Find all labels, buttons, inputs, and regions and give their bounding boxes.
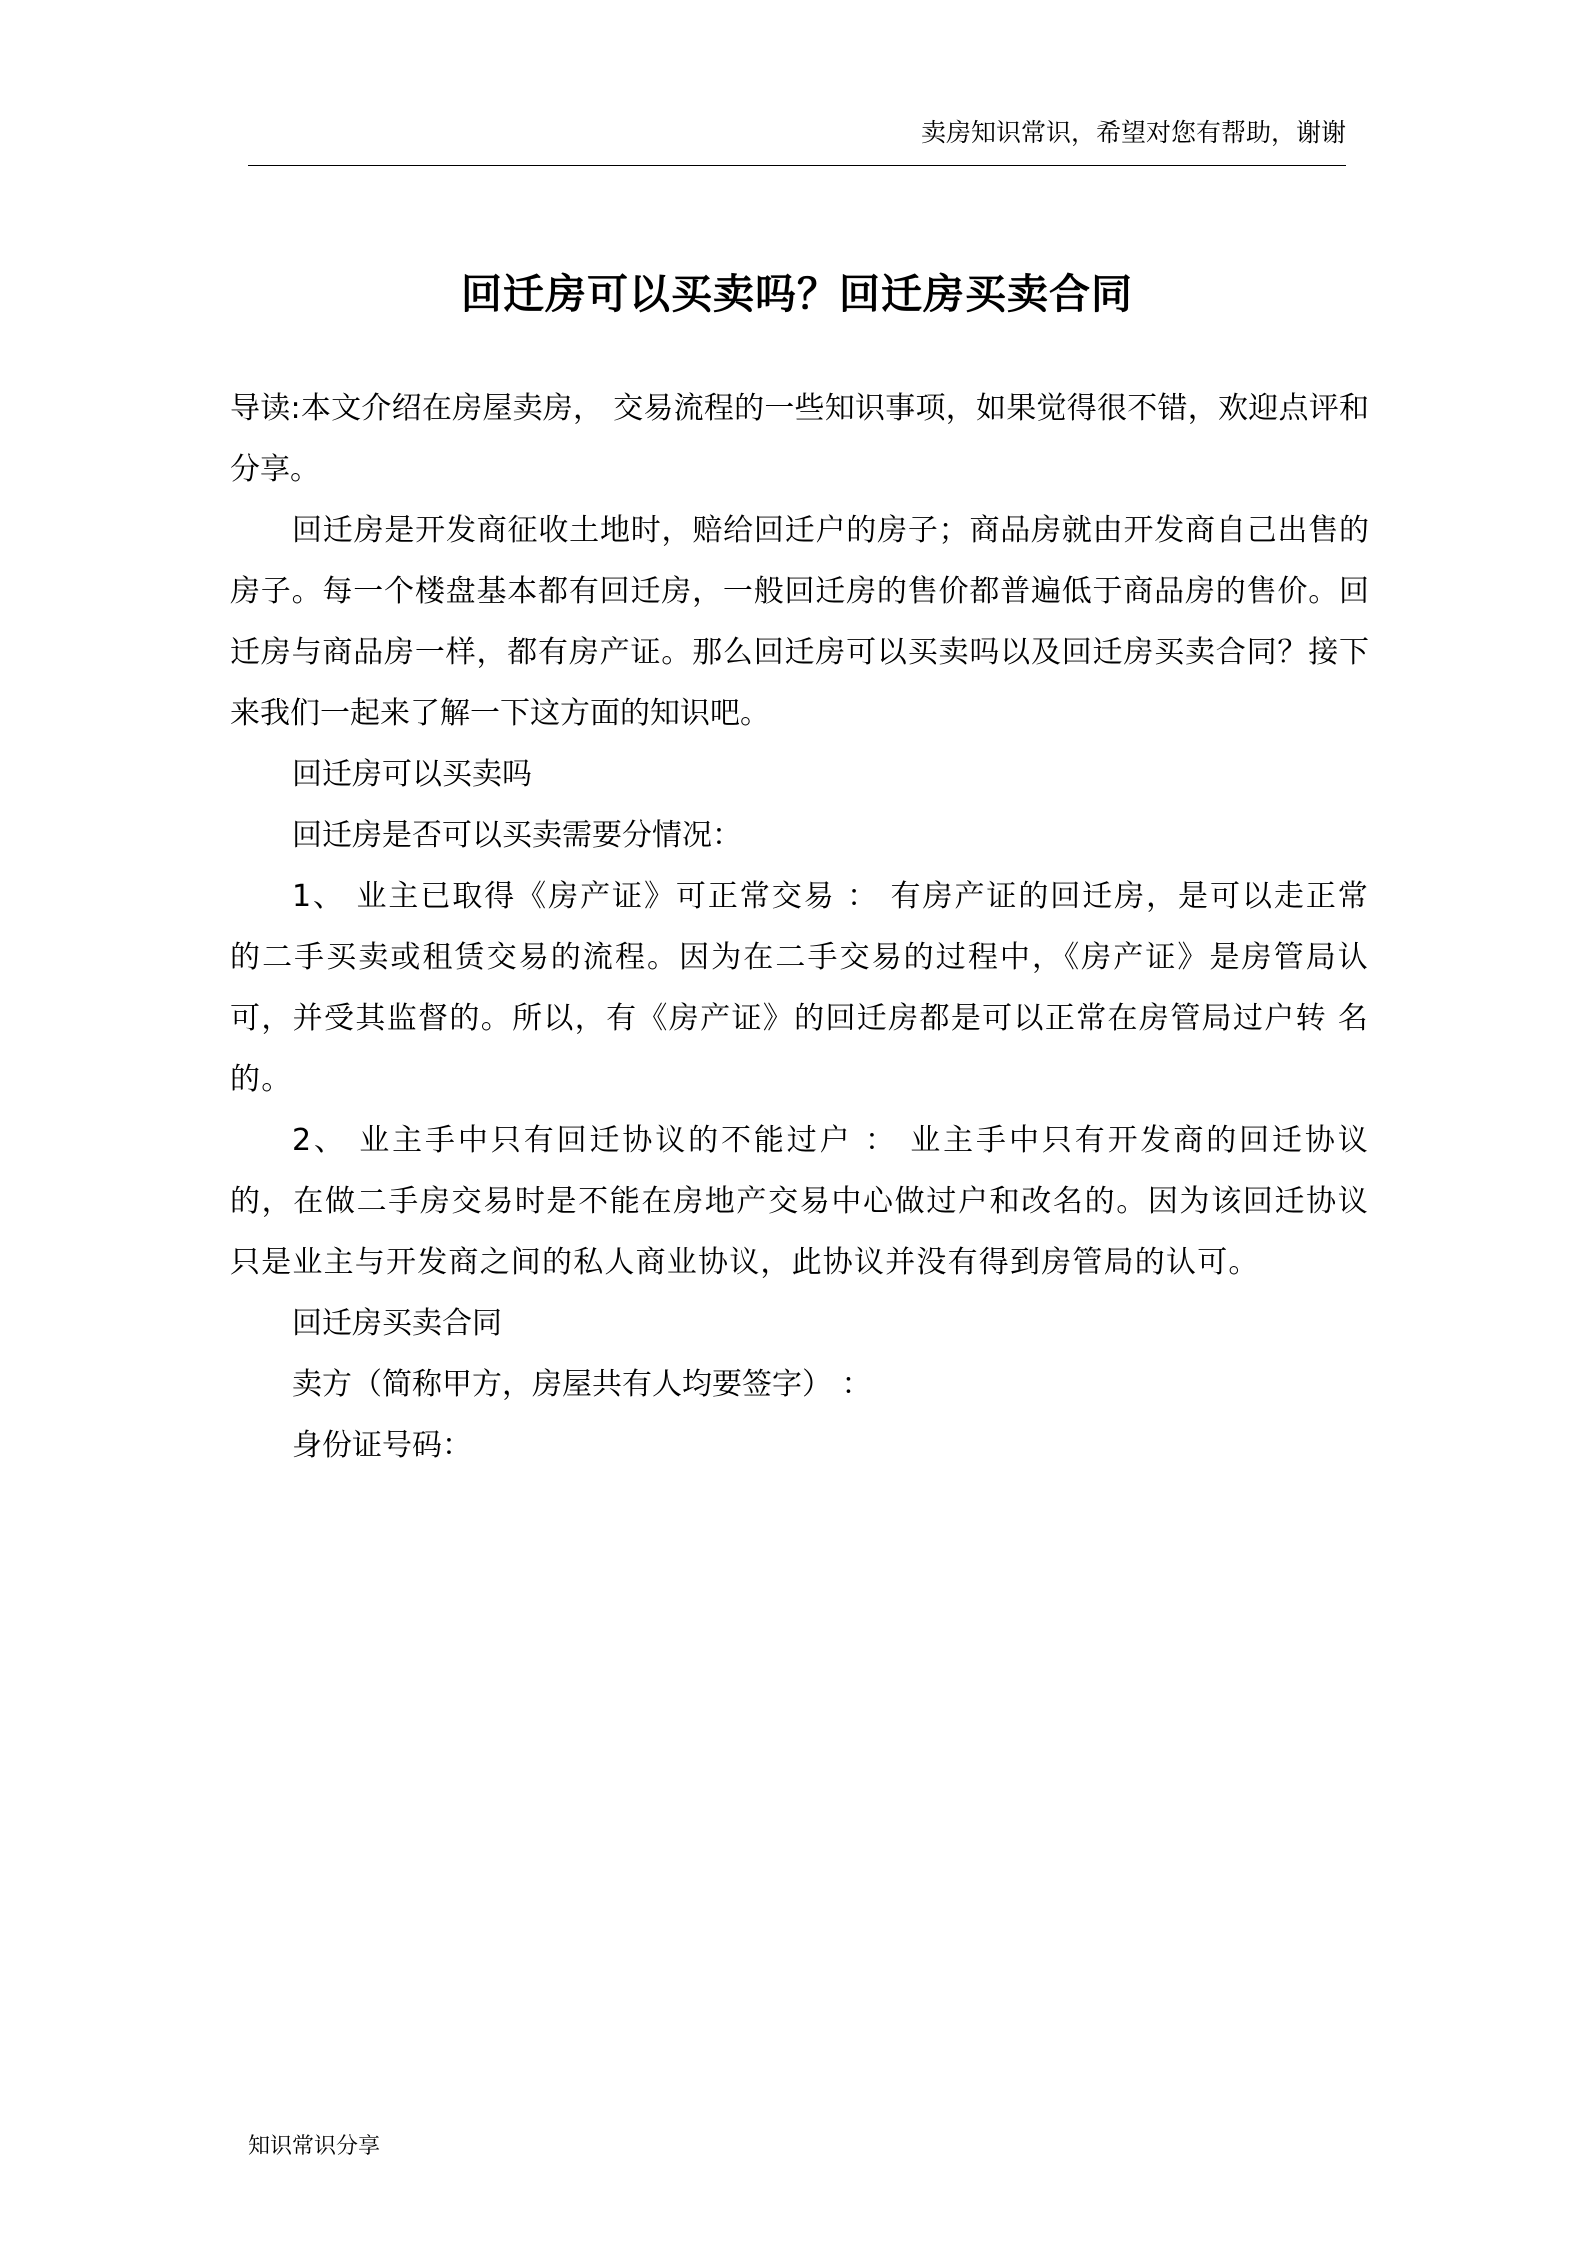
page-footer: 知识常识分享: [248, 2134, 381, 2159]
paragraph-intro: 导读:本文介绍在房屋卖房， 交易流程的一些知识事项，如果觉得很不错，欢迎点评和分享。: [230, 391, 1369, 487]
page-header-note: 卖房知识常识，希望对您有帮助，谢谢: [920, 118, 1346, 147]
paragraph-cases-lead: 回迁房是否可以买卖需要分情况：: [292, 818, 742, 853]
paragraph-definition: 回迁房是开发商征收土地时，赔给回迁户的房子；商品房就由开发商自己出售的房子。每一个楼盘基本都有回迁房，一般回迁房的售价都普遍低于商品房的售价。回迁房与商品房一样，都有房产证。那么回迁房可以买卖吗以及回迁房买卖合同？接下来我们一起来了解一下这方面的知识吧。: [230, 513, 1369, 731]
list-item-1: 1、 业主已取得《房产证》可正常交易 ： 有房产证的回迁房，是可以走正常的二手买卖或租赁交易的流程。因为在二手交易的过程中，《房产证》是房管局认可，并受其监督的。所以，有《房产证》的回迁房都是可以正常在房管局过户转 名的。: [230, 879, 1369, 1097]
field-seller: 卖方（简称甲方，房屋共有人均要签字） ：: [292, 1367, 872, 1402]
page-title: 回迁房可以买卖吗？回迁房买卖合同: [461, 270, 1133, 319]
heading-can-trade: 回迁房可以买卖吗: [292, 757, 532, 792]
field-id-number: 身份证号码：: [292, 1428, 472, 1463]
document-body: [230, 378, 1369, 1476]
list-item-2: 2、 业主手中只有回迁协议的不能过户 ： 业主手中只有开发商的回迁协议的，在做二手房交易时是不能在房地产交易中心做过户和改名的。因为该回迁协议只是业主与开发商之间的私人商业协议，此协议并没有得到房管局的认可。: [230, 1123, 1369, 1280]
header-divider: [248, 165, 1346, 166]
heading-contract: 回迁房买卖合同: [292, 1306, 502, 1341]
